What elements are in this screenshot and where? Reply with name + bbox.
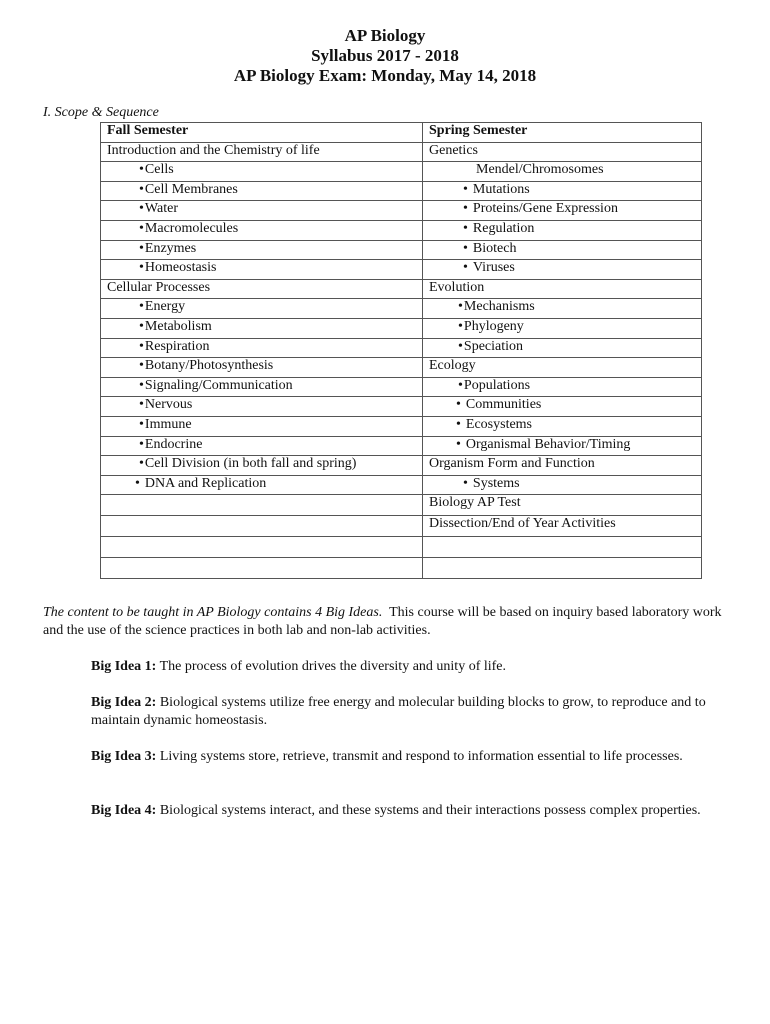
list-item: • Botany/Photosynthesis [139, 358, 273, 373]
table-row [101, 516, 702, 537]
table-cell [423, 240, 702, 260]
syllabus-year: Syllabus 2017 - 2018 [311, 46, 459, 65]
table-cell [423, 299, 702, 319]
list-item: • Biotech [463, 241, 516, 256]
big-idea-4 [91, 802, 731, 820]
list-item: • Nervous [139, 397, 192, 412]
fall-semester-header: Fall Semester [101, 123, 423, 143]
list-item: • Mechanisms [458, 299, 535, 314]
list-item: • Water [139, 201, 178, 216]
list-item: • Enzymes [139, 241, 196, 256]
table-cell: Evolution [423, 279, 702, 299]
table-cell [101, 181, 423, 201]
table-cell [101, 377, 423, 397]
list-item: • Macromolecules [139, 221, 238, 236]
big-idea-label: Big Idea 4: [91, 803, 157, 818]
intro-rest: This course will be based on inquiry based laboratory work and the use of the science practices in both lab and non-lab activities. [43, 605, 722, 638]
table-cell [101, 338, 423, 358]
table-cell [423, 537, 702, 558]
table-cell [101, 162, 423, 182]
table-cell [101, 456, 423, 476]
list-item: • Homeostasis [139, 260, 216, 275]
table-cell [423, 260, 702, 280]
table-cell [423, 377, 702, 397]
table-row [101, 358, 702, 378]
table-row [101, 142, 702, 162]
table-row [101, 475, 702, 495]
table-cell [101, 516, 423, 537]
table-cell: Mendel/Chromosomes [423, 162, 702, 182]
section-heading: I. Scope & Sequence [43, 105, 159, 120]
list-item: • Metabolism [139, 319, 212, 334]
table-row [101, 456, 702, 476]
table-row [101, 377, 702, 397]
table-header-row [101, 123, 702, 143]
scope-sequence-table [100, 122, 702, 579]
table-cell [101, 537, 423, 558]
list-item: • Communities [456, 397, 541, 412]
list-item: • Ecosystems [456, 417, 532, 432]
table-cell [101, 436, 423, 456]
big-idea-label: Big Idea 2: [91, 695, 157, 710]
table-row [101, 397, 702, 417]
big-idea-2 [91, 694, 731, 730]
table-cell [101, 201, 423, 221]
table-cell [423, 220, 702, 240]
intro-lead: The content to be taught in AP Biology contains 4 Big Ideas. [43, 605, 383, 620]
course-title: AP Biology [344, 26, 426, 45]
big-idea-1 [91, 658, 731, 676]
list-item: • Cell Division (in both fall and spring) [139, 456, 356, 471]
big-idea-label: Big Idea 1: [91, 659, 157, 674]
table-cell [423, 416, 702, 436]
list-item: • Systems [463, 476, 520, 491]
table-cell: Cellular Processes [101, 279, 423, 299]
table-cell [423, 397, 702, 417]
document-title [0, 26, 770, 86]
table-row [101, 299, 702, 319]
list-item: • Mutations [463, 182, 530, 197]
table-row [101, 162, 702, 182]
table-row [101, 558, 702, 579]
table-cell [101, 240, 423, 260]
table-cell [101, 299, 423, 319]
big-idea-3 [91, 748, 731, 766]
table-cell [423, 181, 702, 201]
list-item: • Cells [139, 162, 174, 177]
list-item: • Respiration [139, 339, 209, 354]
table-row [101, 416, 702, 436]
table-cell: Ecology [423, 358, 702, 378]
table-cell: Dissection/End of Year Activities [423, 516, 702, 537]
list-item: • Proteins/Gene Expression [463, 201, 618, 216]
list-item: • Viruses [463, 260, 515, 275]
table-cell: Organism Form and Function [423, 456, 702, 476]
table-cell [101, 416, 423, 436]
big-idea-label: Big Idea 3: [91, 749, 157, 764]
list-item: • Speciation [458, 339, 523, 354]
table-cell [101, 475, 423, 495]
table-cell [101, 495, 423, 516]
intro-paragraph [43, 604, 733, 640]
table-cell [101, 318, 423, 338]
list-item: • Organismal Behavior/Timing [456, 437, 630, 452]
spring-semester-header: Spring Semester [423, 123, 702, 143]
list-item: • Immune [139, 417, 192, 432]
table-cell [423, 338, 702, 358]
table-row [101, 318, 702, 338]
list-item: • Regulation [463, 221, 534, 236]
table-row [101, 220, 702, 240]
list-item: • Phylogeny [458, 319, 524, 334]
table-row [101, 495, 702, 516]
big-idea-text: Living systems store, retrieve, transmit and respond to information essential to life processes. [159, 749, 683, 764]
table-row [101, 201, 702, 221]
big-idea-text: Biological systems interact, and these systems and their interactions possess complex properties. [159, 803, 701, 818]
list-item: • Endocrine [139, 437, 202, 452]
big-idea-text: The process of evolution drives the diversity and unity of life. [159, 659, 507, 674]
table-row [101, 279, 702, 299]
table-row [101, 181, 702, 201]
table-cell [423, 436, 702, 456]
list-item: • Populations [458, 378, 530, 393]
table-cell [101, 220, 423, 240]
table-row [101, 240, 702, 260]
table-cell [423, 558, 702, 579]
list-item: • Energy [139, 299, 185, 314]
big-idea-text: Biological systems utilize free energy and molecular building blocks to grow, to reproduce and to maintain dynamic homeostasis. [91, 695, 706, 728]
table-row [101, 338, 702, 358]
table-cell [101, 260, 423, 280]
table-row [101, 436, 702, 456]
list-item: • DNA and Replication [135, 476, 266, 491]
list-item: • Signaling/Communication [139, 378, 293, 393]
exam-date: AP Biology Exam: Monday, May 14, 2018 [233, 66, 537, 85]
table-row [101, 537, 702, 558]
table-cell [101, 358, 423, 378]
table-cell: Biology AP Test [423, 495, 702, 516]
table-cell: Genetics [423, 142, 702, 162]
table-cell [101, 558, 423, 579]
list-item: • Cell Membranes [139, 182, 238, 197]
table-cell: Introduction and the Chemistry of life [101, 142, 423, 162]
table-cell [423, 318, 702, 338]
table-cell [423, 201, 702, 221]
table-row [101, 260, 702, 280]
table-cell [423, 475, 702, 495]
table-cell [101, 397, 423, 417]
